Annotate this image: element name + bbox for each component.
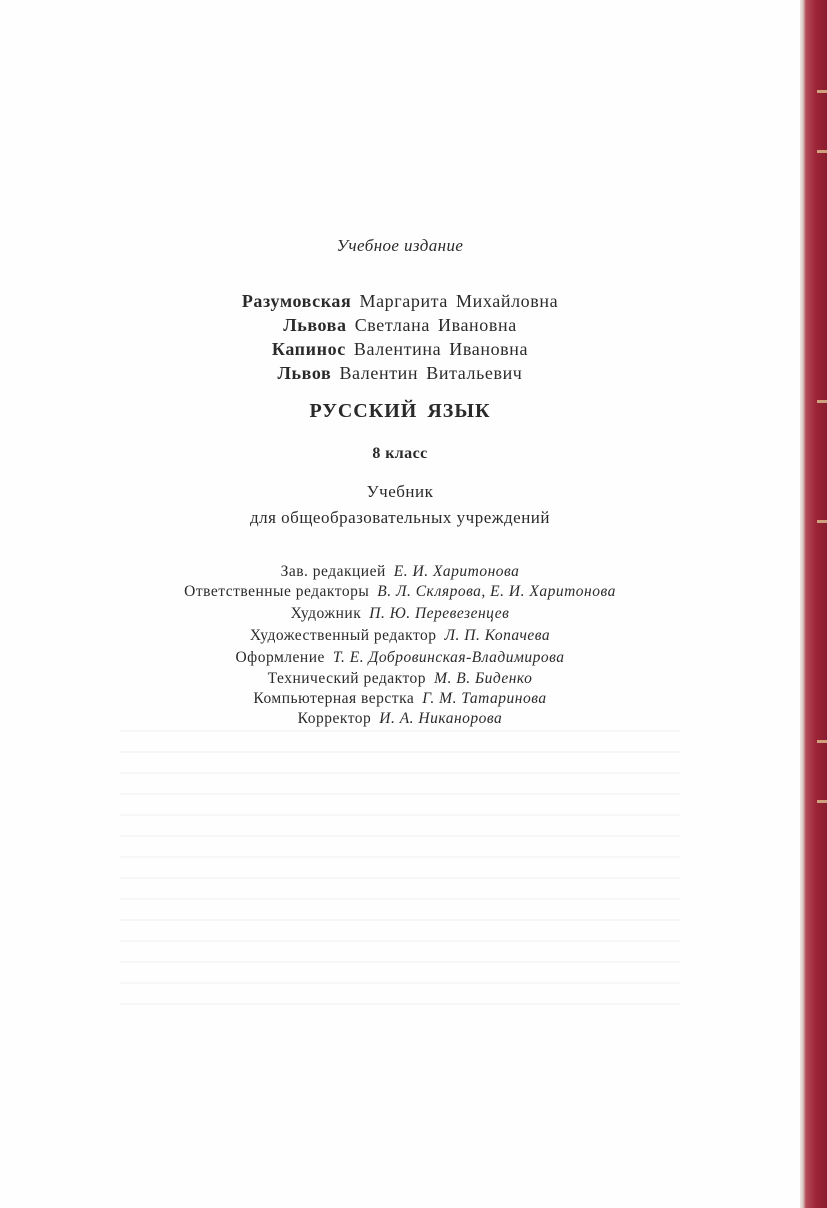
spine-decoration [817,800,827,803]
credit-line [0,710,800,728]
book-type-line: для общеобразовательных учреждений [249,508,550,527]
author-given-names: Маргарита Михайловна [359,291,559,311]
credit-name: Е. И. Харитонова [393,563,520,580]
credit-line [0,605,800,623]
credit-role: Корректор [297,710,372,727]
credit-name: П. Ю. Перевезенцев [369,605,510,622]
credit-role: Технический редактор [267,670,427,687]
credit-role: Художник [290,605,362,622]
credit-name: В. Л. Склярова, Е. И. Харитонова [377,583,616,600]
cover-spine-edge [800,0,827,1208]
author-given-names: Валентин Витальевич [339,363,523,383]
author-given-names: Валентина Ивановна [353,339,529,359]
spine-decoration [817,520,827,523]
author-surname: Разумовская [241,291,352,311]
show-through-text [120,730,680,1020]
credit-line [0,583,800,601]
author-surname: Капинос [271,339,346,359]
credit-role: Ответственные редакторы [184,583,370,600]
edition-type: Учебное издание [336,236,464,255]
credit-name: И. А. Никанорова [379,710,503,727]
credit-line [0,627,800,645]
credit-line [0,670,800,688]
spine-decoration [817,740,827,743]
credit-role: Зав. редакцией [280,563,386,580]
credit-role: Компьютерная верстка [253,690,415,707]
spine-decoration [817,150,827,153]
spine-decoration [817,90,827,93]
author-line [0,363,800,384]
author-line [0,315,800,336]
author-surname: Львов [277,363,332,383]
grade-label: 8 класс [372,445,428,462]
credit-name: Т. Е. Добровинская-Владимирова [332,649,565,666]
credit-name: М. В. Биденко [434,670,533,687]
book-type-line: Учебник [366,482,434,501]
author-line [0,291,800,312]
credit-name: Л. П. Копачева [444,627,551,644]
credit-line [0,690,800,708]
credit-line [0,649,800,667]
credit-role: Оформление [235,649,325,666]
book-title: РУССКИЙ ЯЗЫК [309,400,491,422]
author-given-names: Светлана Ивановна [354,315,517,335]
credit-name: Г. М. Татаринова [422,690,547,707]
spine-decoration [817,400,827,403]
author-line [0,339,800,360]
credit-role: Художественный редактор [249,627,437,644]
author-surname: Львова [283,315,347,335]
credit-line [0,563,800,581]
